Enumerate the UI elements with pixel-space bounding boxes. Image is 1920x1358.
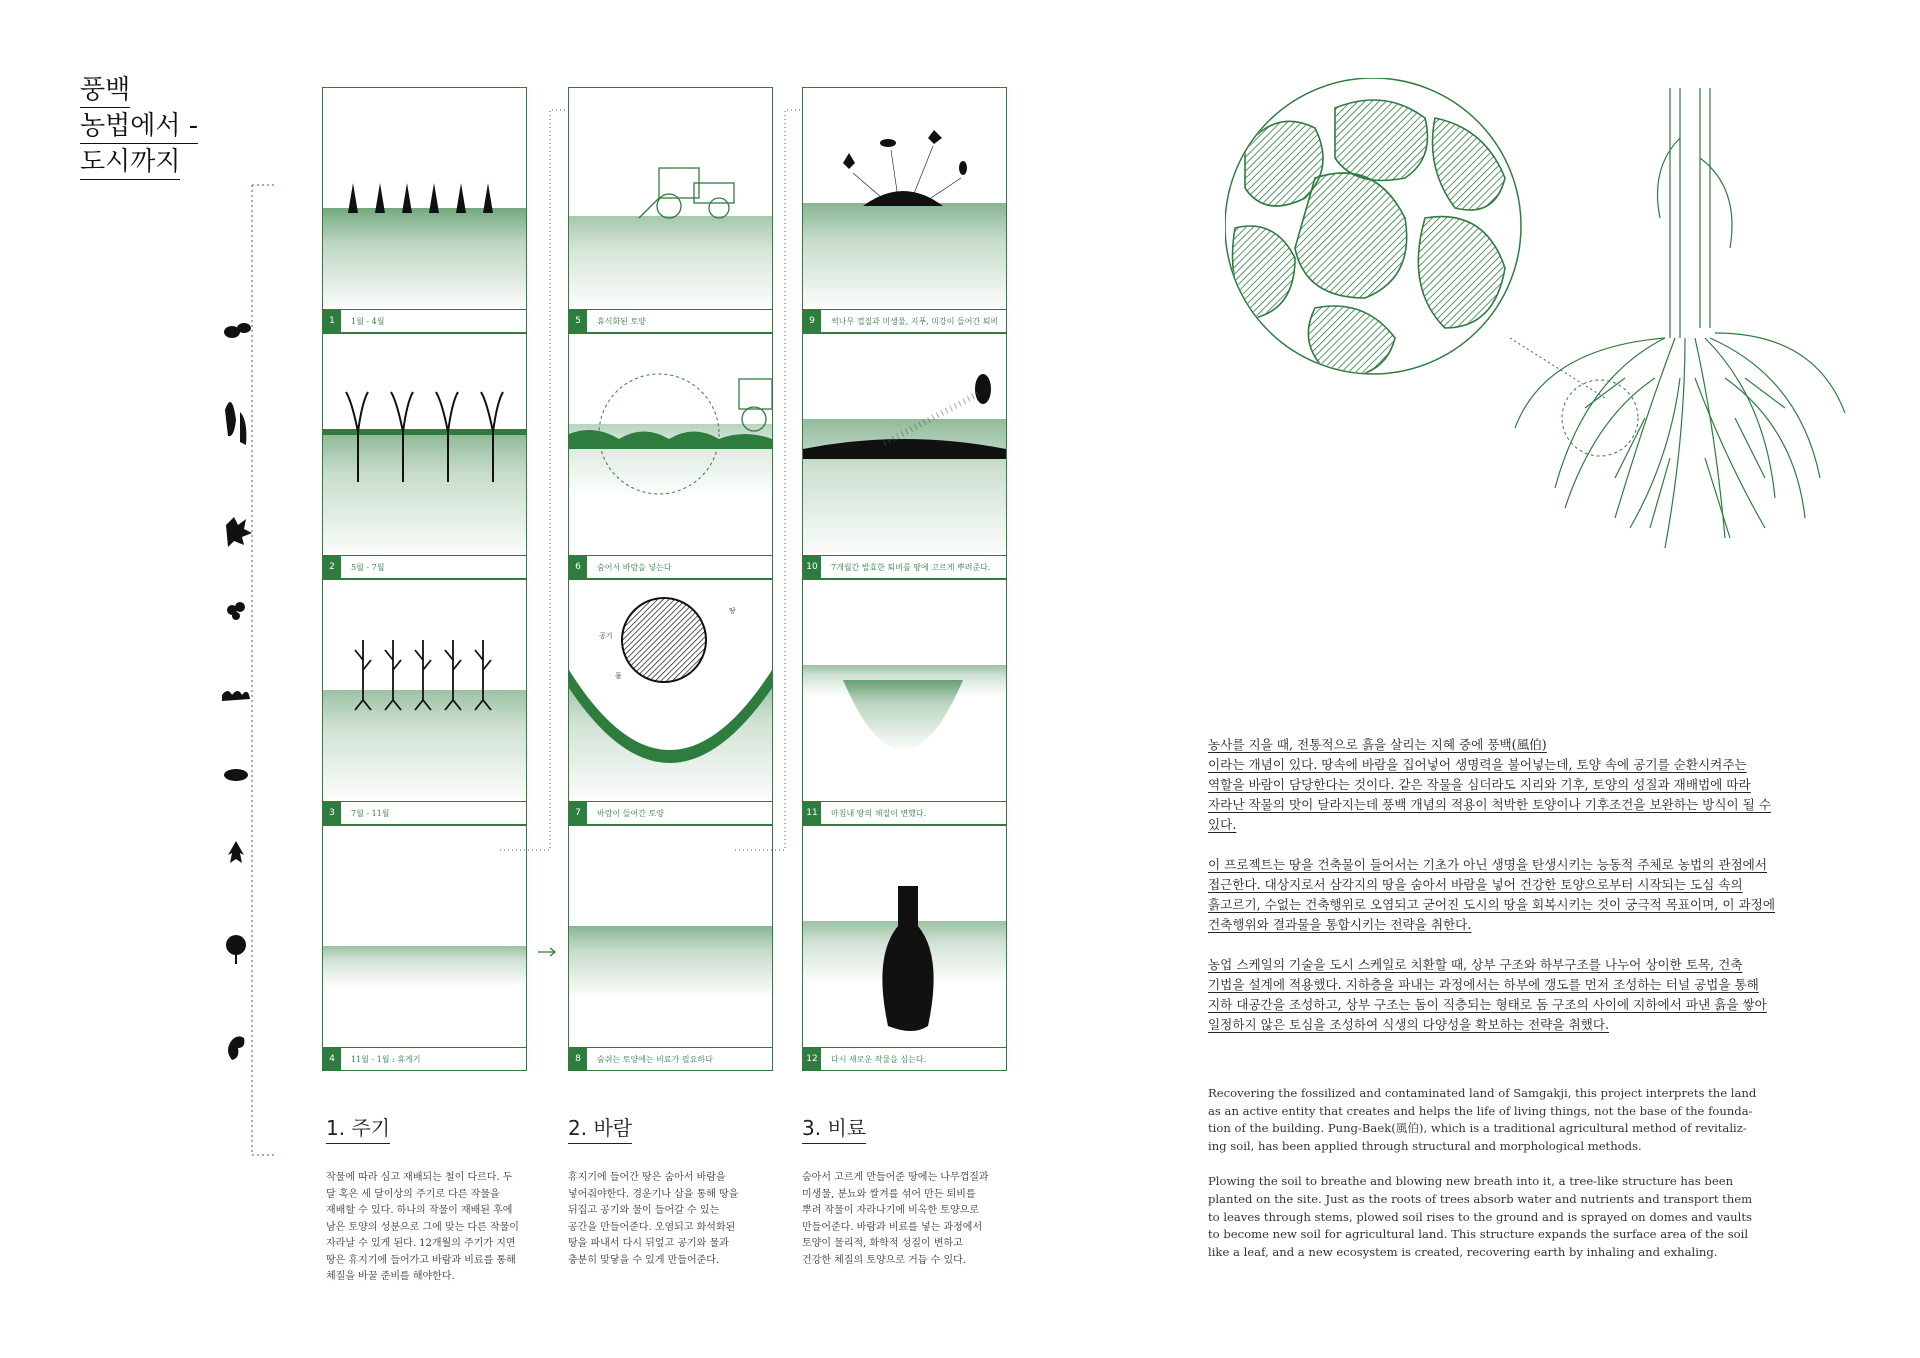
panel-caption: 4 11월 - 1월 : 휴게기 <box>323 1047 526 1070</box>
english-description: Recovering the fossilized and contaminated land of Samgakji, this project interprets the land as an active entity that creates and helps the life of living things, not the base of the founda- tion of the building. Pung-Baek(風伯), which is a traditional agricultural method of revitaliz- ing soil, has been applied through structural and morphological methods. Plowing the soil to breathe and blowing new breath into it, a tree-like structure has been planted on the site. Just as the roots of trees absorb water and nutrients and transport them to leaves through stems, plowed soil rises to the ground and is sprayed on domes and vaults to become new soil for agricultural land. This structure expands the surface area of the soil like a leaf, and a new ecosystem is created, recovering earth by inhaling and exhaling. <box>1208 1086 1757 1259</box>
panel-illustration <box>803 580 1006 800</box>
panel-caption: 7 바람이 들어간 토양 <box>569 801 772 824</box>
page-title <box>80 74 198 182</box>
crop-icon <box>237 323 251 333</box>
panel-10 <box>802 333 1007 579</box>
title-line: 도시까지 <box>80 146 180 180</box>
crop-icon <box>222 691 250 701</box>
detail-label: 물 <box>615 672 622 680</box>
panel-caption: 9 썩나무 껍질과 미생물, 지푸, 미강이 들어간 퇴비 <box>803 309 1006 332</box>
panel-caption: 12 다시 새로운 작물을 심는다. <box>803 1047 1006 1070</box>
column-heading-fertilizer: 3. 비료 <box>802 1112 866 1144</box>
root-structure <box>1515 88 1845 548</box>
crop-icon <box>228 1036 244 1060</box>
crop-icon <box>228 841 244 863</box>
crop-icon <box>224 769 248 781</box>
korean-description: 농사를 지을 때, 전통적으로 흙을 살리는 지혜 중에 풍백(風伯) 이라는 개념이 있다. 땅속에 바람을 집어넣어 생명력을 불어넣는데, 토양 속에 공기를 순환시켜주는 역할을 바람이 담당한다는 것이다. 같은 작물을 심더라도 지리와 기후, 토양의 성질과 재배법에 따라 자라난 작물의 맛이 달라지는데 풍백 개념의 적용이 척박한 토양이나 기후조건을 보완하는 방식이 될 수 있다. 이 프로젝트는 땅을 건축물이 들어서는 기초가 아닌 생명을 탄생시키는 능동적 주체로 농법의 관점에서 접근한다. 대상지로서 삼각지의 땅을 숨아서 바람을 넣어 건강한 토양으로부터 시작되는 도심 속의 흙고르기, 수없는 건축행위로 오염되고 굳어진 도시의 땅을 회복시키는 것이 궁극적 목표이며, 이 과정에 건축행위와 결과물을 통합시키는 전략을 취한다. 농업 스케일의 기술을 도시 스케일로 치환할 때, 상부 구조와 하부구조를 나누어 상이한 토목, 건축 기법을 설계에 적용했다. 지하층을 파내는 과정에서는 하부에 갱도를 먼저 조성하는 터널 공법을 통해 지하 대공간을 조성하고, 상부 구조는 돔이 직층되는 형태로 돔 구조의 사이에 지하에서 파낸 흙을 쌓아 일정하지 않은 토심을 조성하여 식생의 다양성을 확보하는 전략을 취했다. <box>1208 737 1775 1032</box>
panel-caption: 3 7월 - 11월 <box>323 801 526 824</box>
panel-illustration <box>803 334 1006 554</box>
column-text-cycle: 작물에 따라 심고 재배되는 철이 다르다. 두 달 혹은 세 달이상의 주기로 다른 작물을 재배할 수 있다. 하나의 작물이 재배된 후에 남은 토양의 성분으로 그에 맞는 다른 작물이 자라날 수 있게 된다. 12개월의 주기가 지면 땅은 휴지기에 들어가고 바람과 비료를 통해 체질을 바꿀 준비를 해야한다. <box>326 1172 519 1282</box>
panel-caption: 2 5월 - 7월 <box>323 555 526 578</box>
panel-caption: 10 7개월간 발효한 퇴비를 땅에 고르게 뿌려준다. <box>803 555 1006 578</box>
soil-detail-diagram <box>1225 78 1865 678</box>
detail-label: 공기 <box>599 632 613 640</box>
column-heading-wind: 2. 바람 <box>568 1112 632 1144</box>
panel-caption: 1 1월 - 4월 <box>323 309 526 332</box>
panel-9 <box>802 87 1007 333</box>
title-line: 농법에서 - <box>80 110 198 144</box>
crop-icon <box>225 402 246 445</box>
title-line: 풍백 <box>80 74 130 108</box>
panel-caption: 5 휴식화된 토양 <box>569 309 772 332</box>
flow-connectors <box>495 100 815 960</box>
column-text-fertilizer: 숨아서 고르게 만들어준 땅에는 나무껍질과 미생물, 분뇨와 쌀겨를 섞어 만든 퇴비를 뿌려 작물이 자라나기에 비옥한 토양으로 만들어준다. 바람과 비료를 넣는 과정에서 토양이 물리적, 화학적 성질이 변하고 건강한 체질의 토양으로 거듭 수 있다. <box>802 1172 989 1266</box>
panel-12 <box>802 825 1007 1071</box>
panel-caption: 8 숨쉬는 토양에는 비료가 필요하다 <box>569 1047 772 1070</box>
panel-11 <box>802 579 1007 825</box>
detail-label: 땅 <box>729 607 736 615</box>
panel-illustration <box>803 88 1006 308</box>
column-text-wind: 휴지기에 들어간 땅은 숨아서 바람을 넣어줘야한다. 경운기나 삽을 통해 땅을 뒤집고 공기와 물이 들어갈 수 있는 공간을 만들어준다. 오염되고 화석화된 땅을 파내서 다시 뒤엎고 공기와 물과 충분히 맞닿을 수 있게 만들어준다. <box>568 1172 739 1266</box>
panel-caption: 6 숨어서 바람을 넣는다 <box>569 555 772 578</box>
crop-timeline <box>210 180 280 1160</box>
column-heading-cycle: 1. 주기 <box>326 1112 390 1144</box>
crop-icon <box>226 935 246 955</box>
crop-icon <box>226 517 252 547</box>
panel-caption: 11 마침내 땅의 체질이 변했다. <box>803 801 1006 824</box>
panel-illustration <box>803 826 1006 1046</box>
